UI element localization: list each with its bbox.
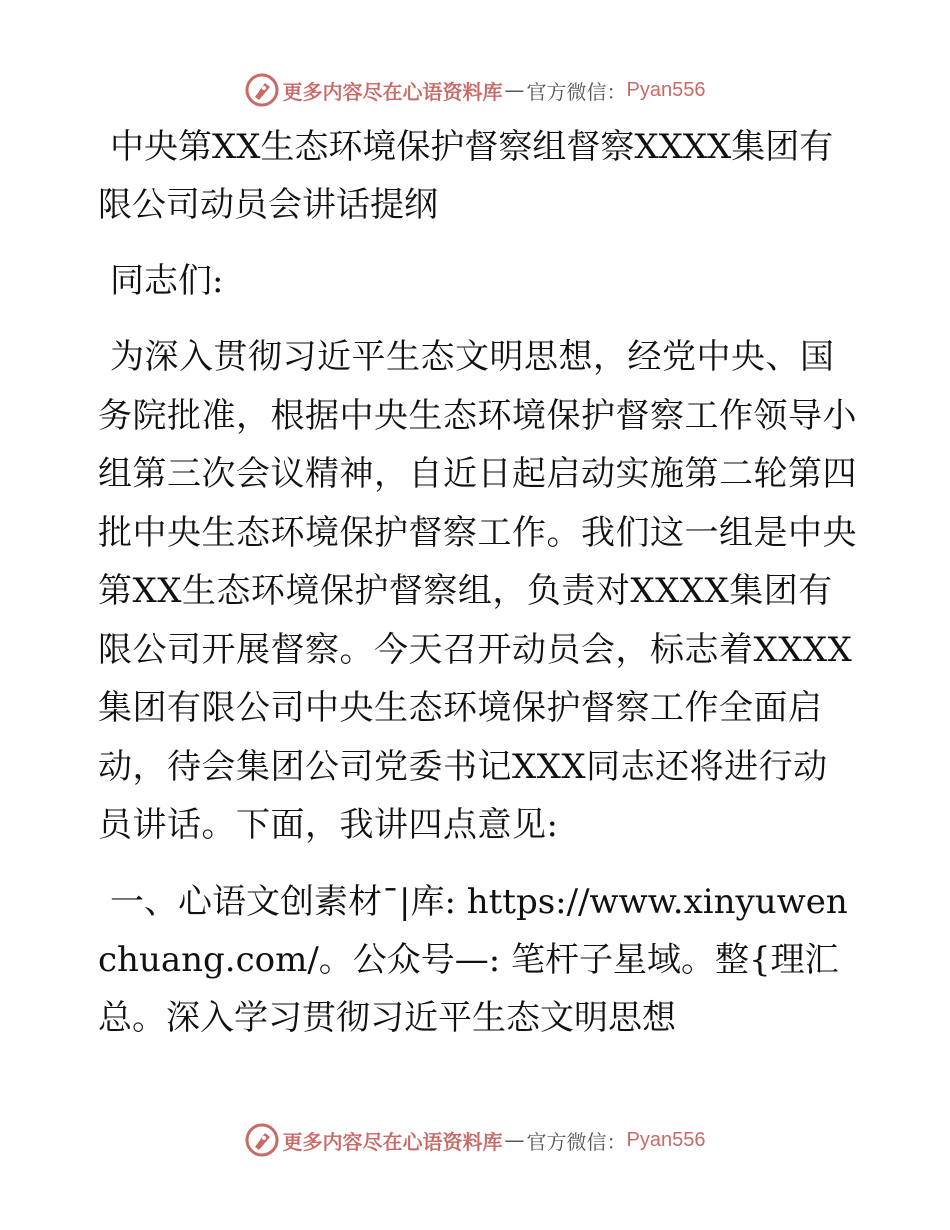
banner-inner: [245, 1123, 706, 1157]
section-heading-1: 一、心语文创素材¯|库: https://www.xinyuwenchuang.com/。公众号—: 笔杆子星域。整{理汇总。深入学习贯彻习近平生态文明思想: [98, 881, 848, 1038]
document-body: [98, 118, 858, 1047]
pen-nib-logo-icon: [245, 73, 279, 107]
banner-wechat-id: Pyan556: [626, 78, 706, 101]
banner-separator: —: [504, 1128, 525, 1152]
pen-nib-logo-icon: [245, 1123, 279, 1157]
banner-inner: [245, 73, 706, 107]
banner-slogan: 更多内容尽在心语资料库: [282, 1129, 503, 1154]
banner-slogan: 更多内容尽在心语资料库: [282, 79, 503, 104]
document-title: 中央第XX生态环境保护督察组督察XXXX集团有限公司动员会讲话提纲: [98, 127, 834, 225]
header-watermark-banner: [0, 70, 950, 110]
banner-wechat-id: Pyan556: [626, 1128, 706, 1151]
banner-separator: —: [504, 78, 525, 102]
banner-wechat-label: 官方微信：: [526, 1129, 627, 1154]
paragraph-intro: 为深入贯彻习近平生态文明思想，经党中央、国务院批准，根据中央生态环境保护督察工作领导小组第三次会议精神，自近日起启动实施第二轮第四批中央生态环境保护督察工作。我们这一组是中央第XX生态环境保护督察组，负责对XXXX集团有限公司开展督察。今天召开动员会，标志着XXXX集团有限公司中央生态环境保护督察工作全面启动，待会集团公司党委书记XXX同志还将进行动员讲话。下面，我讲四点意见:: [98, 337, 857, 845]
salutation: 同志们:: [110, 261, 224, 301]
banner-wechat-label: 官方微信：: [526, 79, 627, 104]
footer-watermark-banner: [0, 1120, 950, 1160]
